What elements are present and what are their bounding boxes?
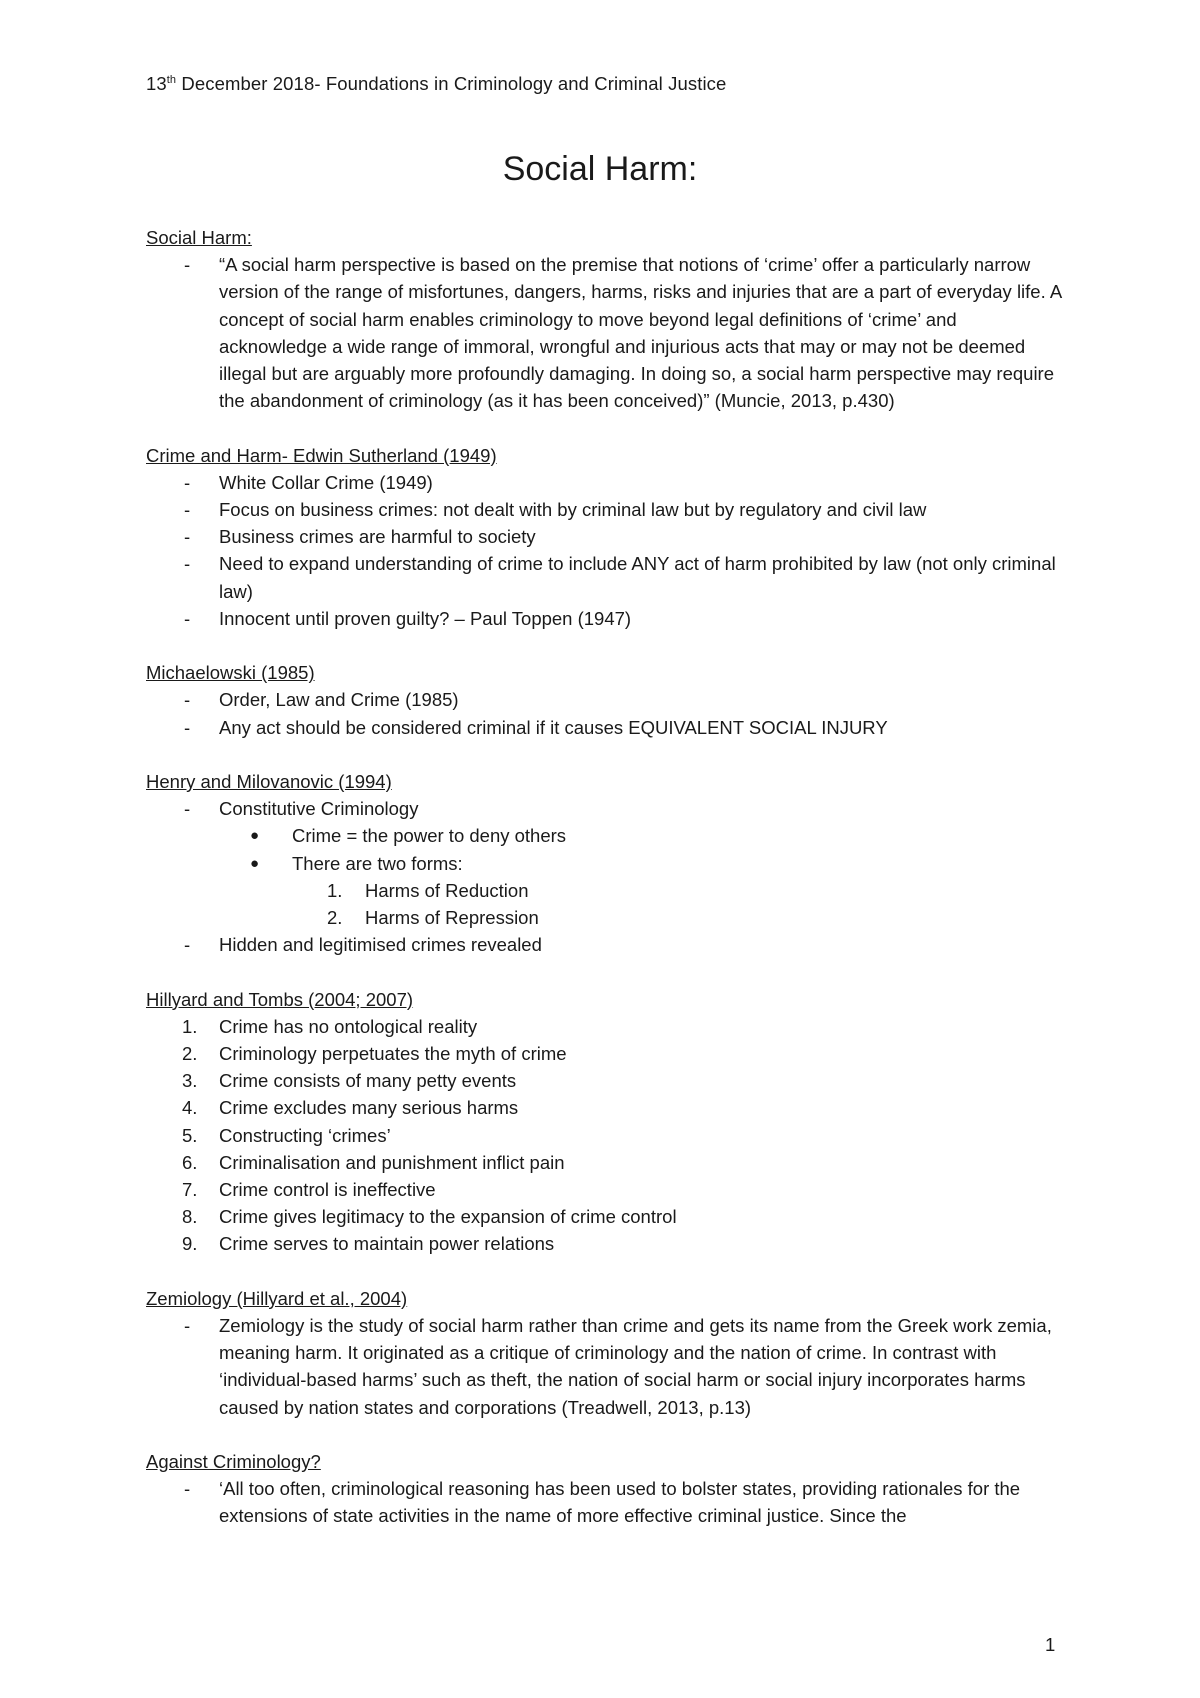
dash-marker: - bbox=[184, 471, 191, 493]
list-item-text: ‘All too often, criminological reasoning has been used to bolster states, providing rationales for the extensions of state activities in the name of more effective criminal justice. Since the bbox=[219, 1478, 1021, 1527]
numbered-item bbox=[146, 1094, 1066, 1121]
section-heading: Crime and Harm- Edwin Sutherland (1949) bbox=[146, 444, 497, 466]
list-item bbox=[146, 605, 1066, 632]
list-item bbox=[146, 550, 1066, 604]
dash-marker: - bbox=[184, 716, 191, 738]
bullet-item-text: Crime = the power to deny others bbox=[292, 825, 567, 847]
section-zemiology bbox=[146, 1285, 1066, 1421]
numbered-item-text: Harms of Repression bbox=[365, 907, 539, 929]
numbered-item bbox=[146, 1040, 1066, 1067]
list-item-text: “A social harm perspective is based on the premise that notions of ‘crime’ offer a particularly narrow version of the range of misfortunes, dangers, harms, risks and injuries that are a part of everyday life. A concept of social harm enables criminology to move beyond legal definitions of ‘crime’ and acknowledge a wide range of immoral, wrongful and injurious acts that may or may not be deemed illegal but are arguably more profoundly damaging. In doing so, a social harm perspective may require the abandonment of criminology (as it has been conceived)” (Muncie, 2013, p.430) bbox=[219, 254, 1062, 412]
list-item bbox=[146, 523, 1066, 550]
number-marker: 8. bbox=[182, 1206, 198, 1228]
document-body bbox=[146, 224, 1066, 1530]
number-marker: 1. bbox=[327, 879, 343, 901]
list-item bbox=[146, 1475, 1066, 1529]
list-item-text: Need to expand understanding of crime to include ANY act of harm prohibited by law (not only criminal law) bbox=[219, 553, 1056, 602]
list-item-text: Innocent until proven guilty? – Paul Toppen (1947) bbox=[219, 607, 632, 629]
numbered-item bbox=[146, 904, 1066, 931]
numbered-item-text: Crime consists of many petty events bbox=[219, 1070, 517, 1092]
list-item bbox=[146, 931, 1066, 958]
numbered-item bbox=[146, 1149, 1066, 1176]
list-item-text: Constitutive Criminology bbox=[219, 798, 419, 820]
number-marker: 2. bbox=[182, 1043, 198, 1065]
number-marker: 6. bbox=[182, 1151, 198, 1173]
numbered-item bbox=[146, 1203, 1066, 1230]
numbered-item-text: Harms of Reduction bbox=[365, 879, 529, 901]
page-title: Social Harm: bbox=[502, 150, 698, 188]
numbered-item bbox=[146, 1176, 1066, 1203]
page-number: 1 bbox=[1045, 1634, 1056, 1655]
list-item bbox=[146, 496, 1066, 523]
page-header bbox=[146, 73, 726, 95]
section-henry-milovanovic bbox=[146, 768, 1066, 958]
bullet-item bbox=[146, 822, 1066, 849]
section-sutherland bbox=[146, 442, 1066, 632]
numbered-item-text: Crime excludes many serious harms bbox=[219, 1097, 519, 1119]
number-marker: 4. bbox=[182, 1097, 198, 1119]
numbered-item bbox=[146, 1122, 1066, 1149]
header-day: 13 bbox=[146, 73, 167, 94]
list-item-text: Any act should be considered criminal if it causes EQUIVALENT SOCIAL INJURY bbox=[219, 716, 888, 738]
dash-marker: - bbox=[184, 607, 191, 629]
list-item bbox=[146, 795, 1066, 822]
list-item bbox=[146, 714, 1066, 741]
number-marker: 3. bbox=[182, 1070, 198, 1092]
numbered-item bbox=[146, 1013, 1066, 1040]
list-item-text: Business crimes are harmful to society bbox=[219, 526, 536, 548]
dash-marker: - bbox=[184, 689, 191, 711]
number-marker: 5. bbox=[182, 1124, 198, 1146]
dash-marker: - bbox=[184, 254, 191, 276]
number-marker: 9. bbox=[182, 1233, 198, 1255]
bullet-marker: ● bbox=[250, 827, 260, 845]
numbered-item bbox=[146, 877, 1066, 904]
numbered-item-text: Crime serves to maintain power relations bbox=[219, 1233, 555, 1255]
section-heading: Henry and Milovanovic (1994) bbox=[146, 771, 392, 793]
list-item bbox=[146, 469, 1066, 496]
numbered-item-text: Criminology perpetuates the myth of crime bbox=[219, 1043, 567, 1065]
list-item bbox=[146, 251, 1066, 414]
list-item-text: Order, Law and Crime (1985) bbox=[219, 689, 459, 711]
dash-marker: - bbox=[184, 934, 191, 956]
header-suffix: th bbox=[166, 74, 177, 86]
section-hillyard-tombs bbox=[146, 986, 1066, 1258]
header-text: December 2018- Foundations in Criminology and Criminal Justice bbox=[176, 73, 727, 94]
number-marker: 1. bbox=[182, 1015, 198, 1037]
dash-marker: - bbox=[184, 499, 191, 521]
dash-marker: - bbox=[184, 553, 191, 575]
number-marker: 7. bbox=[182, 1179, 198, 1201]
dash-marker: - bbox=[184, 1478, 191, 1500]
list-item bbox=[146, 686, 1066, 713]
numbered-item-text: Crime control is ineffective bbox=[219, 1179, 436, 1201]
list-item-text: White Collar Crime (1949) bbox=[219, 471, 433, 493]
section-heading: Michaelowski (1985) bbox=[146, 662, 315, 684]
section-social-harm bbox=[146, 224, 1066, 414]
numbered-item-text: Crime gives legitimacy to the expansion of crime control bbox=[219, 1206, 677, 1228]
list-item bbox=[146, 1312, 1066, 1421]
numbered-item-text: Crime has no ontological reality bbox=[219, 1015, 478, 1037]
dash-marker: - bbox=[184, 798, 191, 820]
section-heading: Social Harm: bbox=[146, 227, 252, 248]
list-item-text: Hidden and legitimised crimes revealed bbox=[219, 934, 542, 956]
numbered-item-text: Criminalisation and punishment inflict pain bbox=[219, 1151, 565, 1173]
number-marker: 2. bbox=[327, 907, 343, 929]
dash-marker: - bbox=[184, 526, 191, 548]
numbered-item bbox=[146, 1067, 1066, 1094]
bullet-item bbox=[146, 850, 1066, 877]
bullet-item-text: There are two forms: bbox=[292, 852, 463, 874]
section-against-criminology bbox=[146, 1448, 1066, 1530]
list-item-text: Zemiology is the study of social harm rather than crime and gets its name from the Greek work zemia, meaning harm. It originated as a critique of criminology and the nation of crime. In contrast with ‘individual-based harms’ such as theft, the nation of social harm or social injury incorporates harms caused by nation states and corporations (Treadwell, 2013, p.13) bbox=[219, 1315, 1052, 1418]
section-heading: Zemiology (Hillyard et al., 2004) bbox=[146, 1287, 408, 1309]
numbered-item bbox=[146, 1230, 1066, 1257]
section-heading: Against Criminology? bbox=[146, 1451, 321, 1473]
dash-marker: - bbox=[184, 1315, 191, 1337]
section-heading: Hillyard and Tombs (2004; 2007) bbox=[146, 988, 414, 1010]
bullet-marker: ● bbox=[250, 854, 260, 872]
list-item-text: Focus on business crimes: not dealt with by criminal law but by regulatory and civil law bbox=[219, 499, 927, 521]
numbered-item-text: Constructing ‘crimes’ bbox=[219, 1124, 391, 1146]
section-michaelowski bbox=[146, 659, 1066, 741]
